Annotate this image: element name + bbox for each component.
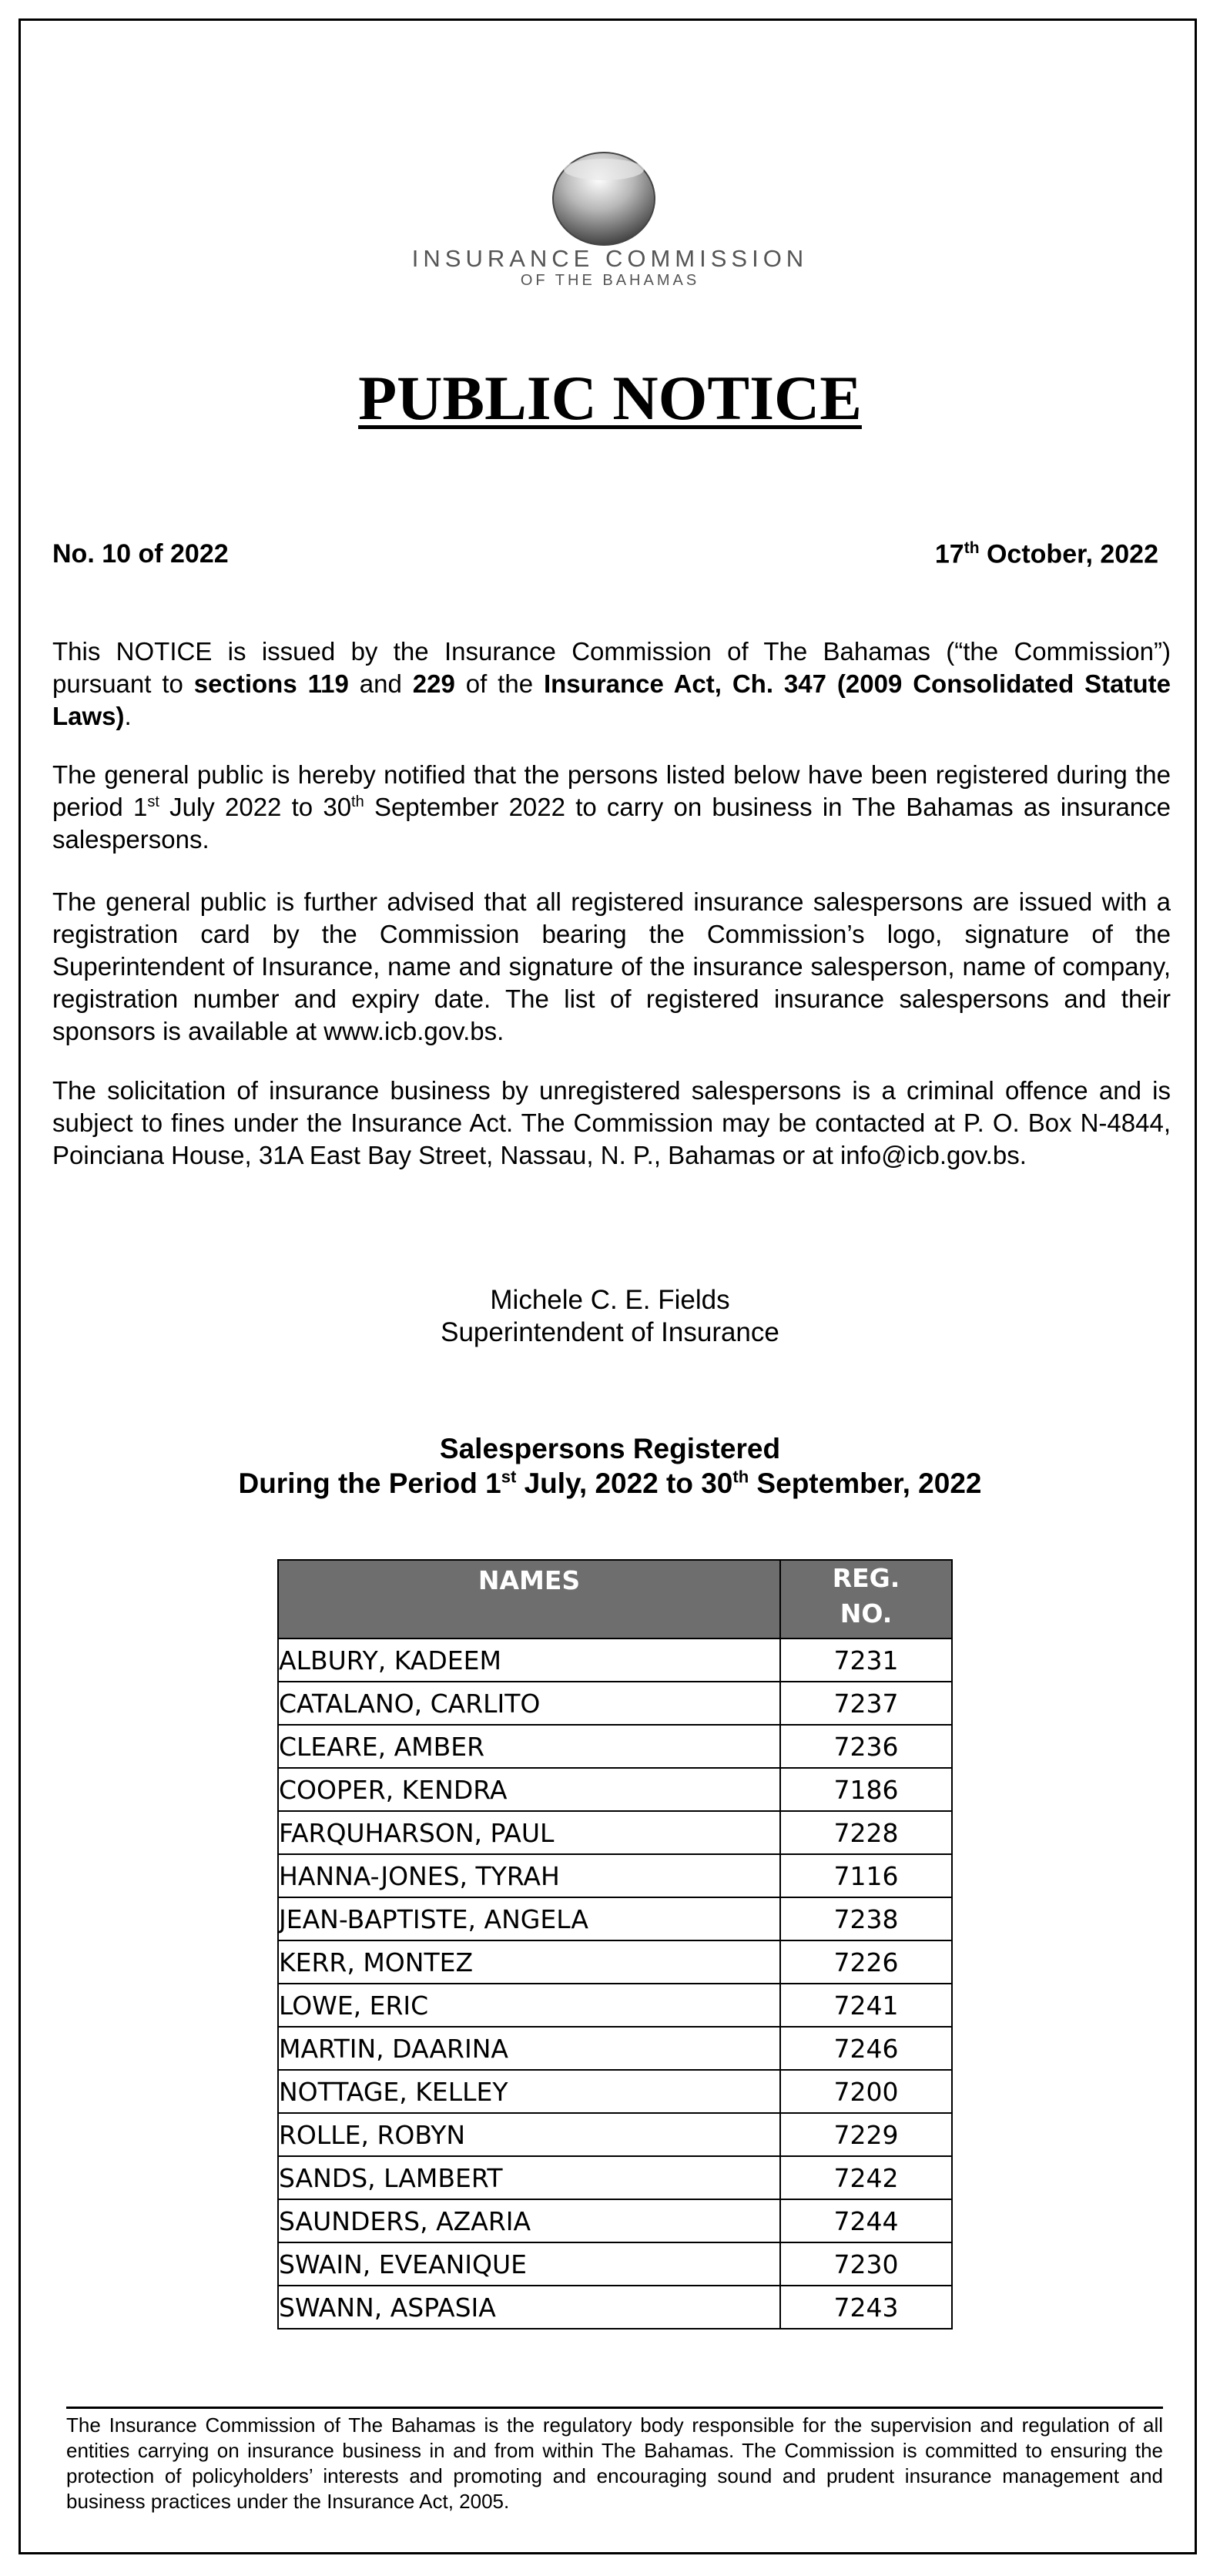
para-sup: st (147, 793, 159, 810)
notice-number: No. 10 of 2022 (52, 539, 229, 569)
registration-number: 7243 (780, 2286, 952, 2329)
table-row (278, 2242, 952, 2286)
column-header-names: NAMES (278, 1560, 780, 1639)
registration-number: 7231 (780, 1639, 952, 1682)
salesperson-name: MARTIN, DAARINA (278, 2027, 780, 2070)
period-sup: th (732, 1467, 749, 1487)
period-sup: st (501, 1467, 517, 1487)
table-row (278, 2113, 952, 2156)
table-row (278, 2156, 952, 2199)
date-suffix: th (964, 539, 980, 557)
table-row (278, 1811, 952, 1854)
date-day: 17 (934, 539, 964, 569)
registration-number: 7238 (780, 1897, 952, 1940)
para-sup: th (351, 793, 364, 810)
table-row (278, 1725, 952, 1768)
footer-text: The Insurance Commission of The Bahamas is the regulatory body responsible for the supervision and regulation of all entities carrying on insurance business in and from within The Bahamas. The Commission is committed to ensuring the protection of policyholders’ interests and promoting and encouraging sound and prudent insurance management and business practices under the Insurance Act, 2005. (66, 2413, 1163, 2513)
table-row (278, 2027, 952, 2070)
page-title: PUBLIC NOTICE (358, 363, 862, 433)
table-row (278, 2199, 952, 2242)
para-text: September 2022 to carry on business in The Bahamas as insurance salespersons. (52, 793, 1171, 854)
salesperson-name: NOTTAGE, KELLEY (278, 2070, 780, 2113)
registration-number: 7230 (780, 2242, 952, 2286)
reg-header-line1: REG. (832, 1563, 900, 1593)
footer-divider (66, 2407, 1163, 2409)
table-row (278, 1639, 952, 1682)
table-row (278, 1940, 952, 1984)
para-text: The general public is hereby notified that the persons listed below have been registered during the period 1 (52, 760, 1171, 821)
registration-number: 7246 (780, 2027, 952, 2070)
salesperson-name: CLEARE, AMBER (278, 1725, 780, 1768)
paragraph-registration (52, 759, 1171, 856)
period-text: During the Period 1 (238, 1467, 501, 1499)
reg-header-line2: NO. (840, 1598, 893, 1628)
registration-number: 7244 (780, 2199, 952, 2242)
notice-date (935, 539, 1158, 569)
registration-number: 7237 (780, 1682, 952, 1725)
para-text: . (124, 702, 132, 730)
salesperson-name: SAUNDERS, AZARIA (278, 2199, 780, 2242)
para-text: July 2022 to 30 (159, 793, 352, 821)
table-header-row (278, 1560, 952, 1639)
signatory-title: Superintendent of Insurance (441, 1317, 779, 1347)
date-rest: October, 2022 (979, 539, 1158, 569)
table-row (278, 1897, 952, 1940)
salesperson-name: KERR, MONTEZ (278, 1940, 780, 1984)
paragraph-solicitation: The solicitation of insurance business by unregistered salespersons is a criminal offence and is subject to fines under the Insurance Act. The Commission may be contacted at P. O. Box N-4844, Poinciana House, 31A East Bay Street, Nassau, N. P., Bahamas or at info@icb.gov.bs. (52, 1076, 1171, 1169)
paragraph-issuance (52, 636, 1171, 733)
table-row (278, 2070, 952, 2113)
salesperson-name: SANDS, LAMBERT (278, 2156, 780, 2199)
org-subname: OF THE BAHAMAS (520, 272, 700, 289)
salesperson-name: ROLLE, ROBYN (278, 2113, 780, 2156)
salesperson-name: SWANN, ASPASIA (278, 2286, 780, 2329)
commission-logo-icon (547, 146, 661, 253)
table-row (278, 1984, 952, 2027)
period-text: September, 2022 (749, 1467, 982, 1499)
salesperson-name: HANNA-JONES, TYRAH (278, 1854, 780, 1897)
table-body (278, 1639, 952, 2329)
registration-number: 7116 (780, 1854, 952, 1897)
registration-number: 7186 (780, 1768, 952, 1811)
column-header-reg-no (780, 1560, 952, 1639)
table-row (278, 1768, 952, 1811)
salesperson-name: LOWE, ERIC (278, 1984, 780, 2027)
salesperson-name: ALBURY, KADEEM (278, 1639, 780, 1682)
para-text: and (348, 669, 413, 698)
para-bold: 229 (412, 669, 455, 698)
salespersons-table (277, 1559, 953, 2329)
registration-number: 7228 (780, 1811, 952, 1854)
registration-number: 7226 (780, 1940, 952, 1984)
salesperson-name: JEAN-BAPTISTE, ANGELA (278, 1897, 780, 1940)
para-bold: Insurance Act, Ch. 347 (2009 Consolidated Statute Laws) (52, 669, 1171, 730)
registration-number: 7236 (780, 1725, 952, 1768)
para-text: This NOTICE is issued by the Insurance Commission of The Bahamas (“the Commission”) pursuant to (52, 637, 1171, 698)
registration-number: 7200 (780, 2070, 952, 2113)
para-text: of the (454, 669, 544, 698)
table-row (278, 1682, 952, 1725)
registration-number: 7242 (780, 2156, 952, 2199)
list-period (0, 1467, 1220, 1500)
table-row (278, 2286, 952, 2329)
salesperson-name: SWAIN, EVEANIQUE (278, 2242, 780, 2286)
registration-number: 7241 (780, 1984, 952, 2027)
salesperson-name: CATALANO, CARLITO (278, 1682, 780, 1725)
salesperson-name: FARQUHARSON, PAUL (278, 1811, 780, 1854)
list-title: Salespersons Registered (439, 1433, 781, 1464)
registration-number: 7229 (780, 2113, 952, 2156)
paragraph-registration-card: The general public is further advised that all registered insurance salespersons are issued with a registration card by the Commission bearing the Commission’s logo, signature of the Superintendent of Insurance, name and signature of the insurance salesperson, name of company, registration number and expiry date. The list of registered insurance salespersons and their sponsors is available at www.icb.gov.bs. (52, 887, 1171, 1045)
table-row (278, 1854, 952, 1897)
org-name: INSURANCE COMMISSION (411, 245, 809, 272)
period-text: July, 2022 to 30 (516, 1467, 733, 1499)
signatory-name: Michele C. E. Fields (490, 1285, 730, 1315)
para-bold: sections 119 (193, 669, 349, 698)
salesperson-name: COOPER, KENDRA (278, 1768, 780, 1811)
